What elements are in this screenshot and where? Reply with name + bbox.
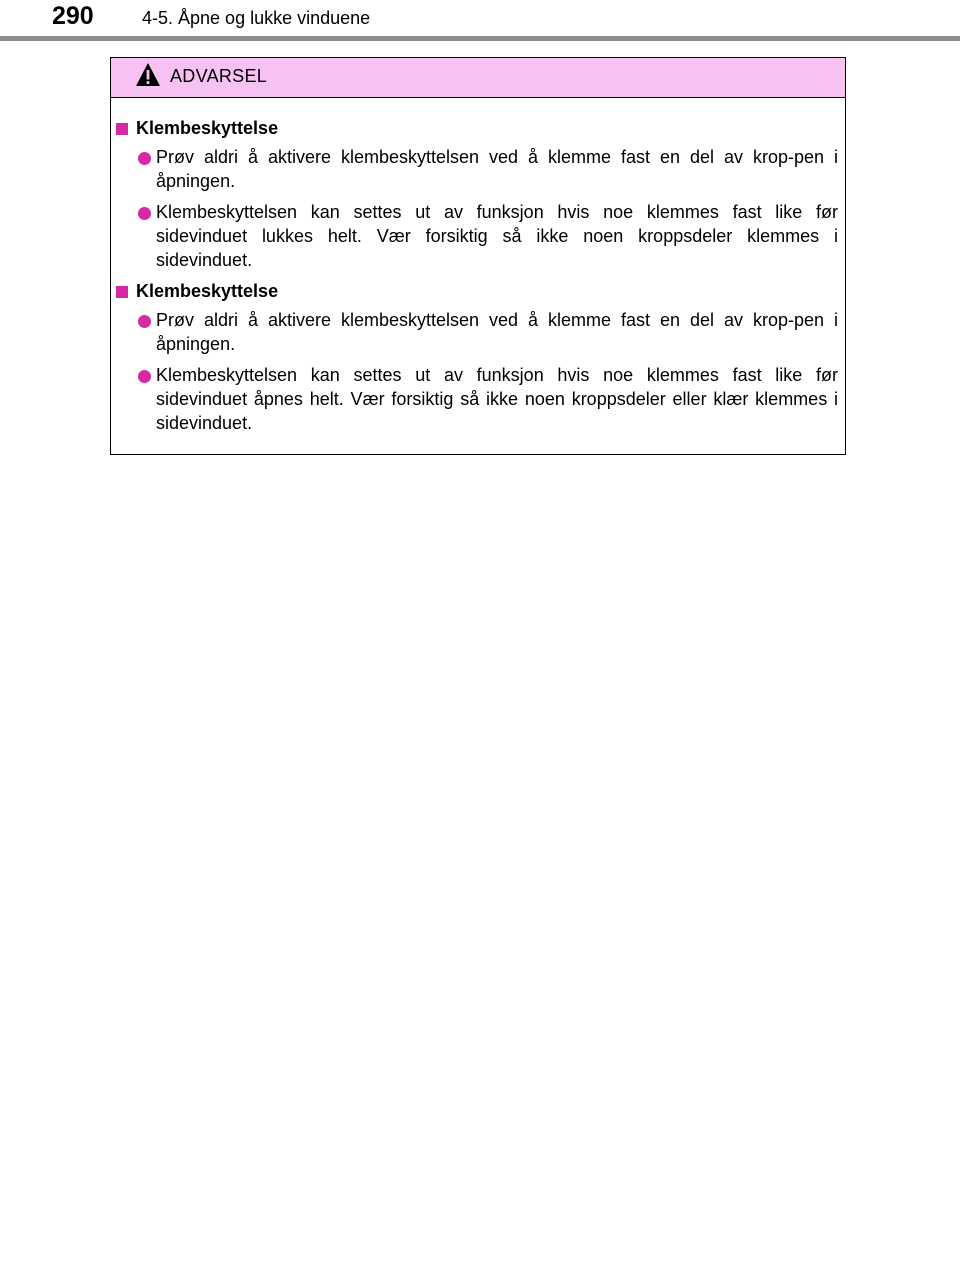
section-heading: [111, 279, 845, 303]
round-bullet-icon: [138, 315, 151, 328]
warning-body: [111, 98, 845, 435]
warning-header: [111, 58, 845, 98]
section-heading: [111, 116, 845, 140]
warning-section: [111, 279, 845, 435]
section-heading-text: Klembeskyttelse: [136, 118, 279, 138]
page-number: 290: [52, 2, 94, 30]
bullet-item: [111, 200, 845, 272]
warning-box: [110, 57, 846, 455]
bullet-text: Prøv aldri å aktivere klembeskyttelsen ved å klemme fast en del av krop-pen i åpningen.: [156, 310, 838, 354]
bullet-item: [111, 363, 845, 435]
bullet-text: Klembeskyttelsen kan settes ut av funksjon hvis noe klemmes fast like før sidevinduet åpnes helt. Vær forsiktig så ikke noen kroppsdeler eller klær klemmes i sidevinduet.: [156, 365, 838, 433]
round-bullet-icon: [138, 207, 151, 220]
warning-section: [111, 116, 845, 272]
section-title: 4-5. Åpne og lukke vinduene: [142, 8, 371, 28]
section-heading-text: Klembeskyttelse: [136, 281, 279, 301]
square-bullet-icon: [116, 286, 128, 298]
bullet-text: Klembeskyttelsen kan settes ut av funksjon hvis noe klemmes fast like før sidevinduet lukkes helt. Vær forsiktig så ikke noen kroppsdeler klemmes i sidevinduet.: [156, 202, 838, 270]
bullet-item: [111, 145, 845, 193]
round-bullet-icon: [138, 152, 151, 165]
page-header: [0, 0, 960, 44]
warning-triangle-icon: [135, 62, 161, 88]
header-rule: [0, 36, 960, 41]
warning-title: ADVARSEL: [170, 66, 268, 86]
round-bullet-icon: [138, 370, 151, 383]
square-bullet-icon: [116, 123, 128, 135]
bullet-item: [111, 308, 845, 356]
bullet-text: Prøv aldri å aktivere klembeskyttelsen ved å klemme fast en del av krop-pen i åpningen.: [156, 147, 838, 191]
